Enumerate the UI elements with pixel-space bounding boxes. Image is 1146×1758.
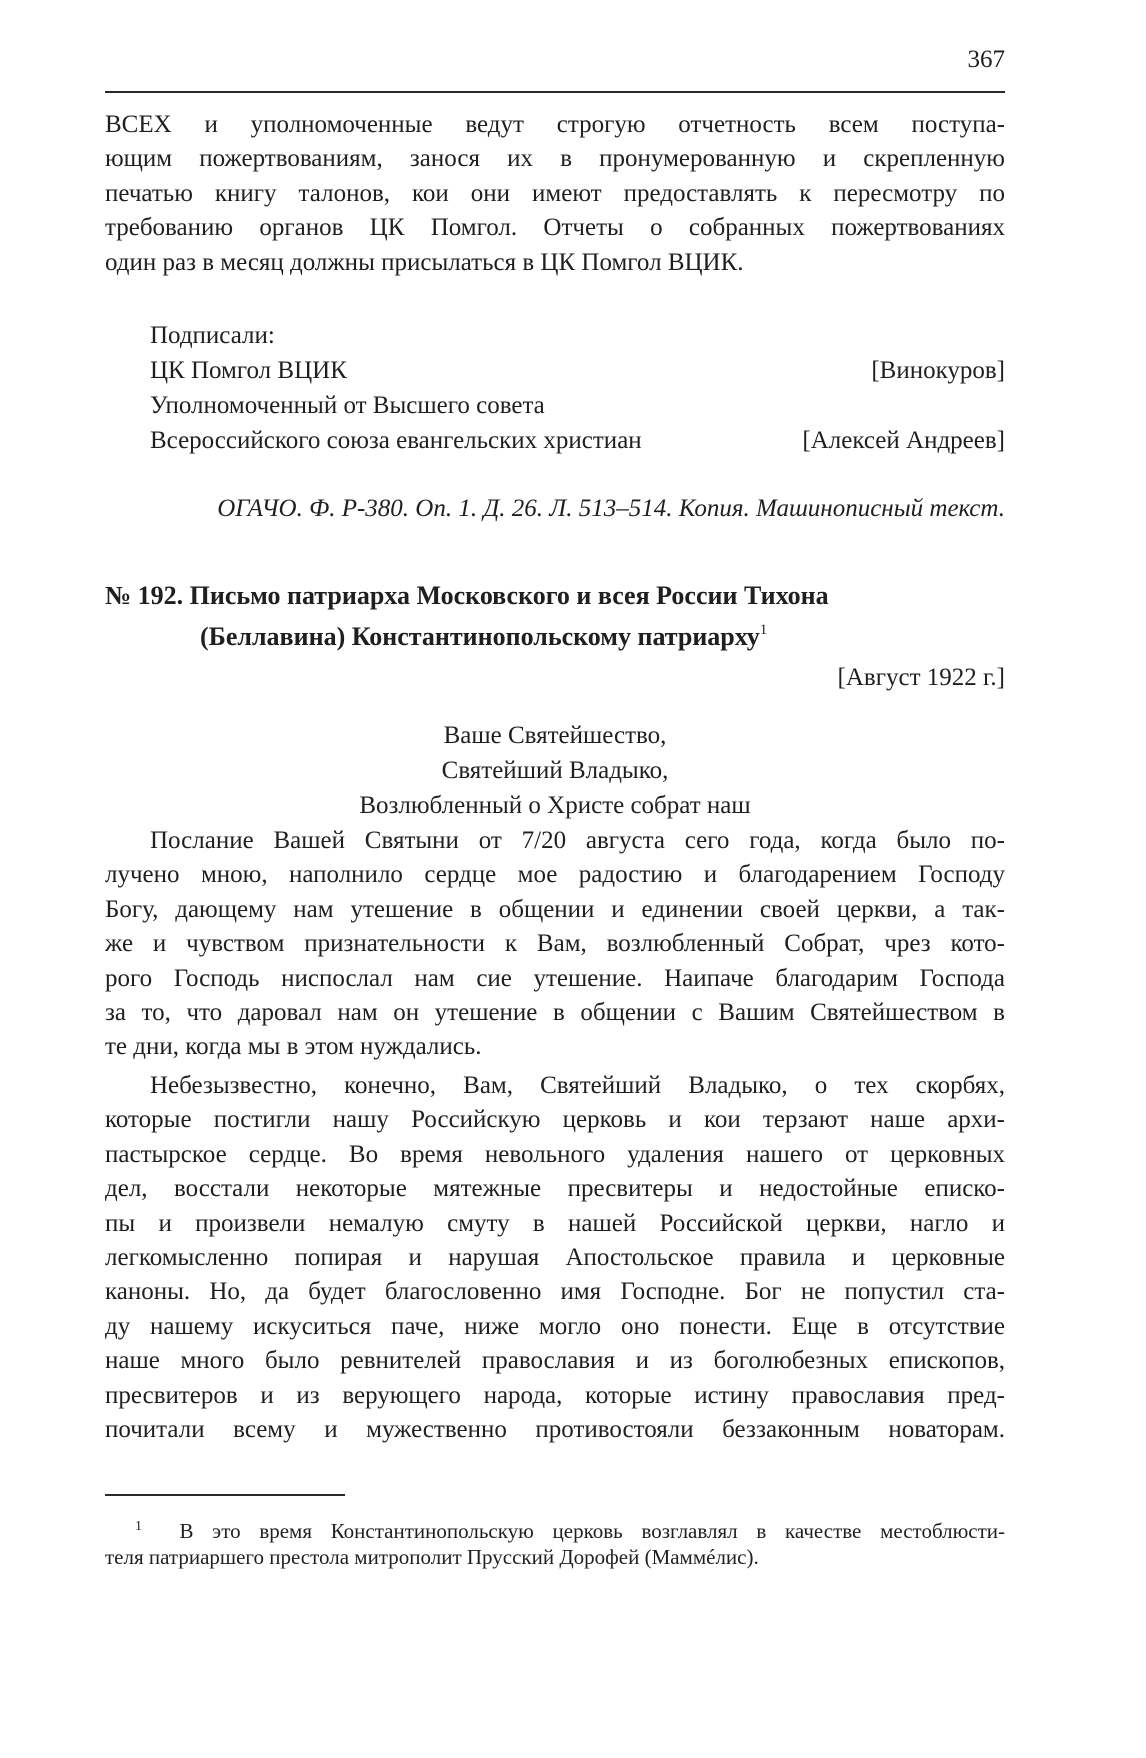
- signatory-organization: Всероссийского союза евангельских христиан: [150, 427, 642, 454]
- salutation-line: Возлюбленный о Христе собрат наш: [359, 792, 751, 819]
- document-title-line: № 192. Письмо патриарха Московского и всея России Тихона: [105, 581, 829, 610]
- signature-block: [150, 318, 1005, 458]
- text-line: ду нашему искуситься паче, ниже могло оно понести. Еще в отсутствие: [105, 1312, 1005, 1340]
- text-line: один раз в месяц должны присылаться в ЦК Помгол ВЦИК.: [105, 248, 744, 276]
- text-line: требованию органов ЦК Помгол. Отчеты о собранных пожертвованиях: [105, 214, 1005, 242]
- text-line: дел, восстали некоторые мятежные пресвитеры и недостойные еписко-: [105, 1175, 1005, 1203]
- signature-heading: Подписали:: [150, 322, 275, 349]
- text-line: легкомысленно попирая и нарушая Апостольское правила и церковные: [105, 1243, 1005, 1271]
- footnote-marker: 1: [135, 1519, 142, 1534]
- signatory-name: [Винокуров]: [871, 357, 1005, 384]
- salutation-line: Святейший Владыко,: [441, 757, 669, 784]
- document-date: [Август 1922 г.]: [837, 664, 1005, 691]
- text-line: пы и произвели немалую смуту в нашей Российской церкви, нагло и: [105, 1209, 1005, 1237]
- signature-row: [150, 423, 1005, 458]
- salutation: [105, 718, 1005, 823]
- document-title-line: [105, 613, 1005, 654]
- text-line: же и чувством признательности к Вам, возлюбленный Собрат, чрез кото-: [105, 930, 1005, 958]
- text-line: рого Господь ниспослал нам сие утешение. Наипаче благодарим Господа: [105, 964, 1005, 992]
- text-line: ВСЕХ и уполномоченные ведут строгую отчетность всем поступа-: [105, 111, 1005, 138]
- signature-row: [150, 353, 1005, 388]
- signature-heading-row: [150, 318, 1005, 353]
- text-line: за то, что даровал нам он утешение в общении с Вашим Святейшеством в: [105, 998, 1005, 1026]
- salutation-line: Ваше Святейшество,: [443, 722, 667, 749]
- signature-row: [150, 388, 1005, 423]
- text-line: каноны. Но, да будет благословенно имя Господне. Бог не попустил ста-: [105, 1278, 1005, 1306]
- document-title: [105, 578, 1005, 654]
- text-line: которые постигли нашу Российскую церковь и кои терзают наше архи-: [105, 1106, 1005, 1134]
- footnote-rule: [105, 1494, 345, 1496]
- footnote-line: [105, 1512, 1005, 1542]
- text-line: печатью книгу талонов, кои они имеют предоставлять к пересмотру по: [105, 179, 1005, 207]
- letter-paragraph: [105, 824, 1005, 1065]
- footnote-text: В это время Константинопольскую церковь возглавлял в качестве местоблюсти-: [179, 1519, 1006, 1543]
- letter-paragraph: [105, 1069, 1005, 1447]
- signatory-organization: Уполномоченный от Высшего совета: [150, 392, 545, 419]
- archive-source-note: ОГАЧО. Ф. Р-380. Оп. 1. Д. 26. Л. 513–514. Копия. Машинописный текст.: [217, 495, 1005, 522]
- text-line: те дни, когда мы в этом нуждались.: [105, 1033, 482, 1061]
- text-line: Небезызвестно, конечно, Вам, Святейший Владыко, о тех скорбях,: [150, 1072, 1005, 1099]
- text-line: почитали всему и мужественно противостояли беззаконным новаторам.: [105, 1415, 1005, 1443]
- text-line: пастырское сердце. Во время невольного удаления нашего от церковных: [105, 1140, 1005, 1168]
- footnote-reference: 1: [759, 622, 768, 638]
- paragraph-continuation: [105, 108, 1005, 280]
- signatory-organization: ЦК Помгол ВЦИК: [150, 357, 347, 384]
- header-rule: [105, 91, 1005, 93]
- text-line: ющим пожертвованиям, занося их в пронумерованную и скрепленную: [105, 145, 1005, 173]
- signatory-name: [Алексей Андреев]: [802, 427, 1005, 454]
- text-line: Богу, дающему нам утешение в общении и единении своей церкви, а так-: [105, 895, 1005, 923]
- text-line: лучено мною, наполнило сердце мое радостию и благодарением Господу: [105, 861, 1005, 889]
- text-line: наше много было ревнителей православия и из боголюбезных епископов,: [105, 1347, 1005, 1375]
- footnote-line: теля патриаршего престола митрополит Прусский Дорофей (Маммéлис).: [105, 1545, 759, 1569]
- document-title-text: (Беллавина) Константинопольскому патриарху: [200, 622, 760, 651]
- text-line: пресвитеров и из верующего народа, которые истину православия пред-: [105, 1381, 1005, 1409]
- text-line: Послание Вашей Святыни от 7/20 августа сего года, когда было по-: [150, 827, 1005, 854]
- page-number: 367: [967, 46, 1005, 73]
- footnote: [105, 1512, 1005, 1572]
